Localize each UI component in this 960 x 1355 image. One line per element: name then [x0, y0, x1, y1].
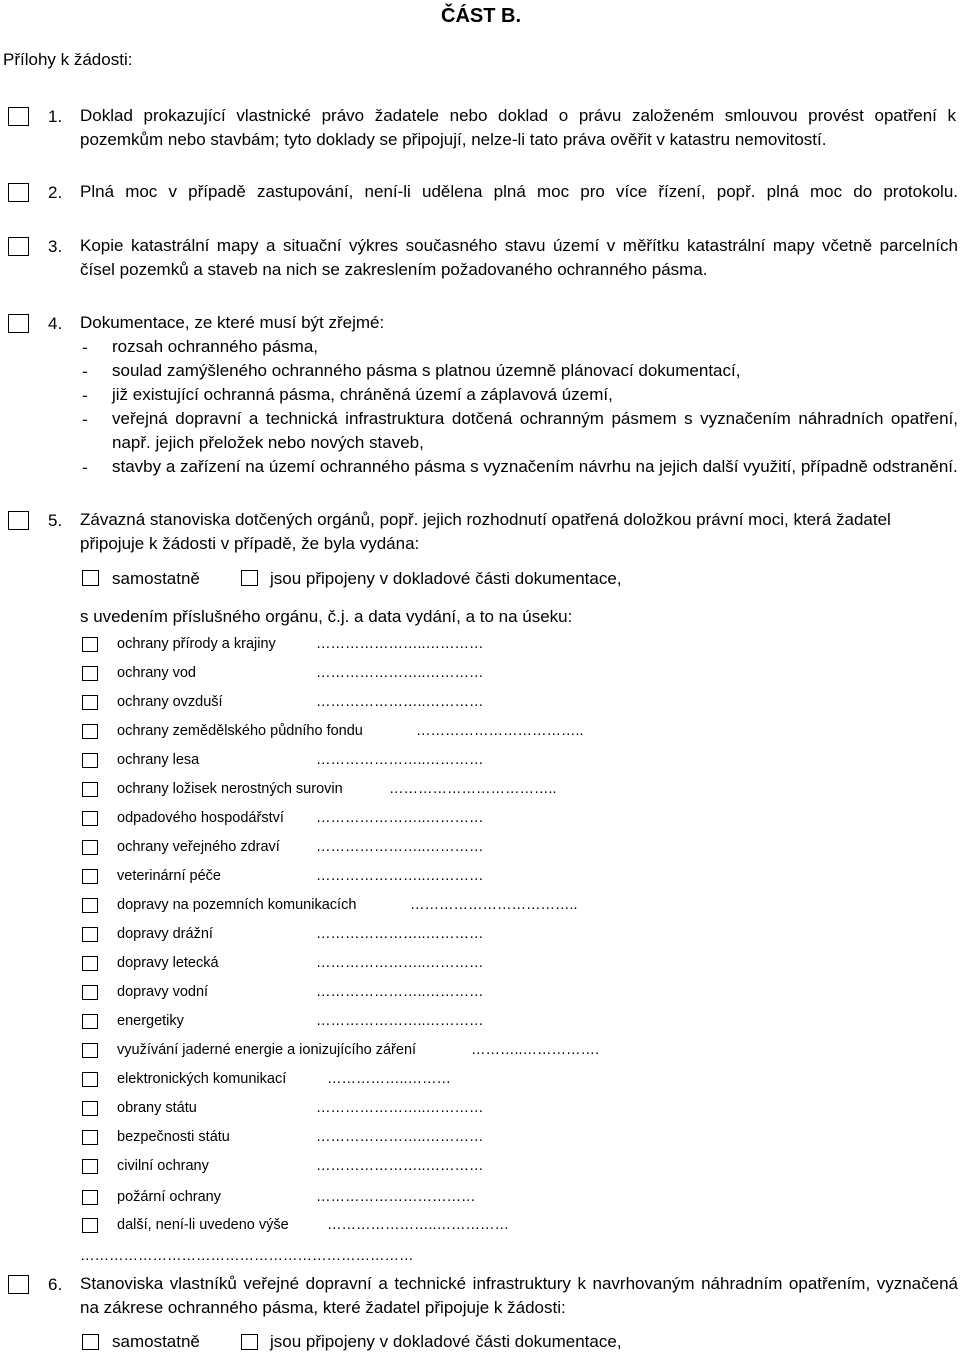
item-4-checkbox[interactable] — [8, 314, 29, 333]
page-title: ČÁST B. — [441, 5, 521, 27]
item-5-checkbox[interactable] — [8, 511, 29, 530]
item-4-text: Dokumentace, ze které musí být zřejmé: — [80, 313, 385, 332]
organ-label: bezpečnosti státu — [117, 1129, 230, 1145]
organ-checkbox[interactable] — [82, 1043, 98, 1058]
organ-checkbox[interactable] — [82, 1218, 98, 1233]
organ-label: ochrany veřejného zdraví — [117, 839, 280, 855]
organ-checkbox[interactable] — [82, 1014, 98, 1029]
attachments-heading: Přílohy k žádosti: — [3, 50, 133, 69]
organ-label: dopravy vodní — [117, 984, 209, 1000]
samostatne-checkbox[interactable] — [82, 1334, 99, 1350]
organ-dotted-field[interactable]: …………………..………… — [316, 752, 484, 768]
organ-checkbox[interactable] — [82, 1130, 98, 1145]
item-1-checkbox[interactable] — [8, 107, 29, 126]
organ-label: ochrany ložisek nerostných surovin — [117, 781, 343, 797]
organ-dotted-field[interactable]: …………………………… — [316, 1189, 476, 1205]
organ-checkbox[interactable] — [82, 695, 98, 710]
item-4-bullet: stavby a zařízení na území ochranného pásma s vyznačením návrhu na jejich další využití, případně odstranění. — [112, 457, 958, 476]
organ-label: ochrany zemědělského půdního fondu — [117, 723, 363, 739]
organ-label: ochrany vod — [117, 665, 196, 681]
organ-label: civilní ochrany — [117, 1158, 209, 1174]
organ-dotted-field[interactable]: …………………..………… — [316, 1100, 484, 1116]
organ-dotted-field[interactable]: …………………..………… — [316, 926, 484, 942]
item-3-checkbox[interactable] — [8, 237, 29, 256]
organ-dotted-field[interactable]: ………..……………. — [471, 1042, 600, 1058]
item-6-number: 6. — [48, 1275, 63, 1294]
organ-checkbox[interactable] — [82, 1101, 98, 1116]
organ-label: ochrany lesa — [117, 752, 200, 768]
organ-checkbox[interactable] — [82, 898, 98, 913]
organ-dotted-field[interactable]: …………………..………… — [316, 955, 484, 971]
organ-label: dopravy drážní — [117, 926, 213, 942]
bullet-dash: - — [82, 362, 88, 381]
organ-dotted-field[interactable]: …………………………….. — [410, 897, 578, 913]
samostatne-checkbox[interactable] — [82, 570, 99, 586]
organ-checkbox[interactable] — [82, 927, 98, 942]
organ-label: ochrany přírody a krajiny — [117, 636, 276, 652]
item-3-text: Kopie katastrální mapy a situační výkres současného stavu území v měřítku katastrální mapy včetně parcelních čísel pozemků a staveb na nich se zakreslením požadovaného ochranného pásma. — [80, 236, 958, 279]
organ-checkbox[interactable] — [82, 1159, 98, 1174]
organ-checkbox[interactable] — [82, 840, 98, 855]
item-2-text: Plná moc v případě zastupování, není-li udělena plná moc pro více řízení, popř. plná moc do protokolu. — [80, 182, 958, 201]
organ-checkbox[interactable] — [82, 811, 98, 826]
item-1-number: 1. — [48, 107, 63, 126]
organ-dotted-field[interactable]: …………………..………… — [316, 1013, 484, 1029]
item-5-text: Závazná stanoviska dotčených orgánů, popř. jejich rozhodnutí opatřená doložkou právní moci, která žadatel připojuje k žádosti v případě, že byla vydána: — [80, 510, 891, 553]
organ-dotted-field[interactable]: …………………..………… — [316, 636, 484, 652]
organ-label: další, není-li uvedeno výše — [117, 1217, 289, 1233]
samostatne-label: samostatně — [112, 1332, 200, 1351]
item-4-number: 4. — [48, 314, 63, 333]
extra-dots: …………………………………………………………… — [80, 1248, 414, 1264]
organ-label: dopravy letecká — [117, 955, 219, 971]
item-6-text: Stanoviska vlastníků veřejné dopravní a technické infrastruktury k navrhovaným náhradním opatřením, vyznačená na zákrese ochranného pásma, které žadatel připojuje k žádosti: — [80, 1274, 958, 1317]
organ-label: elektronických komunikací — [117, 1071, 287, 1087]
pripojeny-checkbox[interactable] — [241, 570, 258, 586]
organ-dotted-field[interactable]: ……………..……… — [327, 1071, 452, 1087]
organ-checkbox[interactable] — [82, 985, 98, 1000]
item-6-checkbox[interactable] — [8, 1275, 29, 1294]
organ-dotted-field[interactable]: …………………..………… — [316, 694, 484, 710]
organ-label: energetiky — [117, 1013, 184, 1029]
organ-dotted-field[interactable]: …………………………….. — [416, 723, 584, 739]
pripojeny-label: jsou připojeny v dokladové části dokumentace, — [270, 569, 622, 588]
item-4-bullet: rozsah ochranného pásma, — [112, 337, 319, 356]
pripojeny-checkbox[interactable] — [241, 1334, 258, 1350]
item-3-number: 3. — [48, 237, 63, 256]
organ-checkbox[interactable] — [82, 637, 98, 652]
organ-label: veterinární péče — [117, 868, 221, 884]
organ-label: odpadového hospodářství — [117, 810, 284, 826]
organ-intro: s uvedením příslušného orgánu, č.j. a data vydání, a to na úseku: — [80, 607, 573, 626]
organ-checkbox[interactable] — [82, 1072, 98, 1087]
organ-checkbox[interactable] — [82, 1190, 98, 1205]
item-4-bullet: veřejná dopravní a technická infrastruktura dotčená ochranným pásmem s vyznačením náhradních opatření, např. jejich přeložek nebo nových staveb, — [112, 409, 958, 452]
item-5-number: 5. — [48, 511, 63, 530]
bullet-dash: - — [82, 458, 88, 477]
organ-dotted-field[interactable]: …………………..………… — [316, 1158, 484, 1174]
organ-checkbox[interactable] — [82, 724, 98, 739]
organ-checkbox[interactable] — [82, 666, 98, 681]
organ-dotted-field[interactable]: …………………..………… — [316, 665, 484, 681]
organ-dotted-field[interactable]: …………………..………… — [316, 984, 484, 1000]
item-4-bullet: soulad zamýšleného ochranného pásma s platnou územně plánovací dokumentací, — [112, 361, 741, 380]
bullet-dash: - — [82, 386, 88, 405]
organ-checkbox[interactable] — [82, 782, 98, 797]
item-1-text: Doklad prokazující vlastnické právo žadatele nebo doklad o právu založeném smlouvou provést opatření k pozemkům nebo stavbám; tyto doklady se připojují, nelze-li tato práva ověřit v katastru nemovitostí. — [80, 106, 956, 149]
samostatne-label: samostatně — [112, 569, 200, 588]
item-4-bullet: již existující ochranná pásma, chráněná území a záplavová území, — [112, 385, 613, 404]
bullet-dash: - — [82, 338, 88, 357]
item-2-number: 2. — [48, 183, 63, 202]
organ-dotted-field[interactable]: …………………………….. — [389, 781, 557, 797]
item-2-checkbox[interactable] — [8, 183, 29, 202]
organ-checkbox[interactable] — [82, 956, 98, 971]
organ-dotted-field[interactable]: …………………..…………… — [327, 1217, 510, 1233]
organ-dotted-field[interactable]: …………………..………… — [316, 868, 484, 884]
organ-dotted-field[interactable]: …………………..………… — [316, 810, 484, 826]
organ-label: dopravy na pozemních komunikacích — [117, 897, 357, 913]
pripojeny-label: jsou připojeny v dokladové části dokumentace, — [270, 1332, 622, 1351]
organ-label: obrany státu — [117, 1100, 197, 1116]
organ-label: využívání jaderné energie a ionizujícího záření — [117, 1042, 417, 1058]
organ-checkbox[interactable] — [82, 869, 98, 884]
bullet-dash: - — [82, 410, 88, 429]
organ-dotted-field[interactable]: …………………..………… — [316, 839, 484, 855]
organ-checkbox[interactable] — [82, 753, 98, 768]
organ-label: požární ochrany — [117, 1189, 221, 1205]
organ-label: ochrany ovzduší — [117, 694, 223, 710]
organ-dotted-field[interactable]: …………………..………… — [316, 1129, 484, 1145]
